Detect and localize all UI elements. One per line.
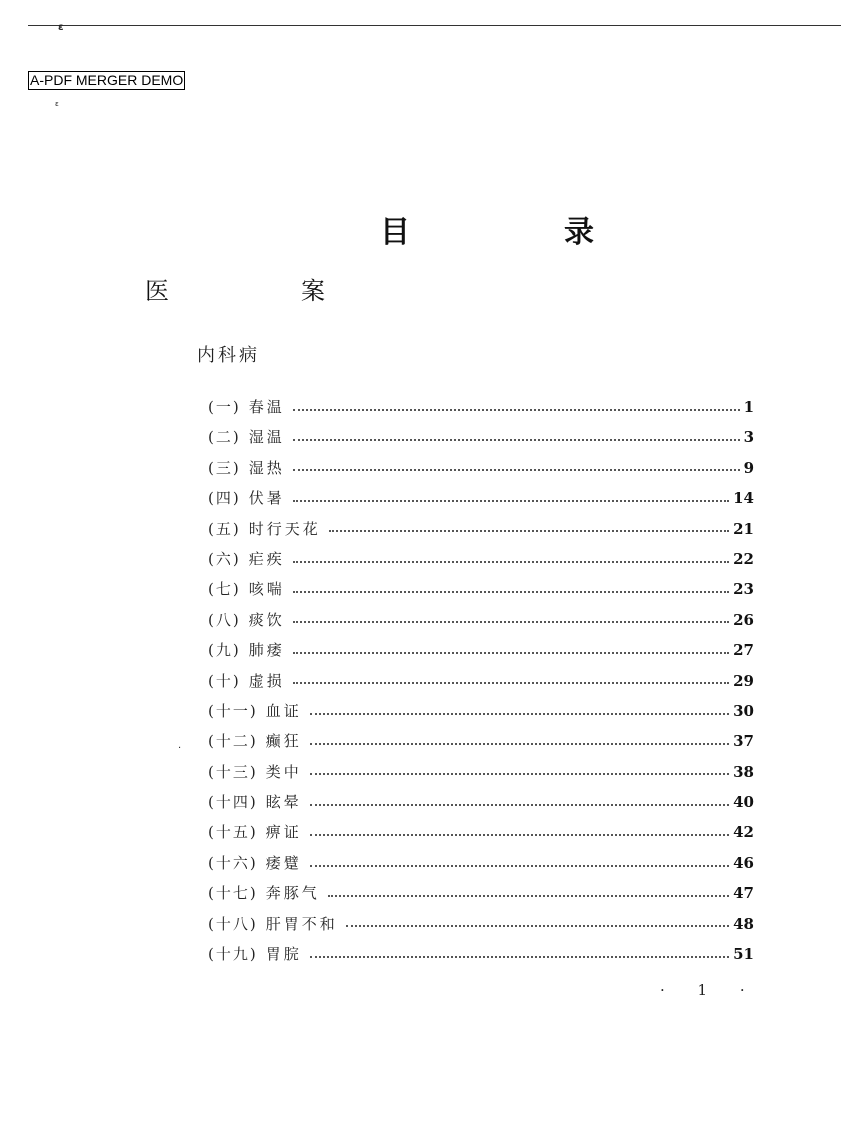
dot-leader xyxy=(310,833,729,836)
dot-leader xyxy=(293,590,729,593)
dot-leader xyxy=(293,681,729,684)
toc-entry-title: 肝胃不和 xyxy=(265,914,338,933)
dot-leader xyxy=(310,864,729,867)
toc-entry[interactable] xyxy=(208,635,754,665)
toc-entry-number: (三) xyxy=(208,458,241,477)
toc-entry-title: 肺痿 xyxy=(248,641,285,660)
toc-entry-title: 伏暑 xyxy=(248,489,285,508)
toc-entry-number: (十一) xyxy=(208,701,258,720)
toc-entry-page: 42 xyxy=(733,823,754,842)
page-number: · 1 · xyxy=(660,981,759,999)
dot-leader xyxy=(329,529,729,532)
toc-entry-title: 类中 xyxy=(265,762,302,781)
dot-leader xyxy=(293,499,729,502)
dot-leader xyxy=(346,924,729,927)
toc-entry-page: 40 xyxy=(733,793,754,812)
toc-entry-number: (十四) xyxy=(208,793,258,812)
dot-leader xyxy=(310,955,729,958)
toc-entry[interactable] xyxy=(208,696,754,726)
category-heading: 内科病 xyxy=(197,345,260,366)
dot-leader xyxy=(293,620,729,623)
page-title: 目 录 xyxy=(380,215,656,250)
toc-entry-page: 38 xyxy=(733,762,754,781)
toc-entry[interactable] xyxy=(208,757,754,787)
toc-entry-page: 23 xyxy=(733,580,754,599)
dot-leader xyxy=(293,651,729,654)
toc-entry[interactable] xyxy=(208,939,754,969)
toc-entry-page: 3 xyxy=(743,428,754,447)
toc-entry-page: 29 xyxy=(733,671,754,690)
toc-entry[interactable] xyxy=(208,817,754,847)
toc-entry-title: 痰饮 xyxy=(248,610,285,629)
toc-entry-number: (七) xyxy=(208,580,241,599)
dot-leader xyxy=(310,742,729,745)
toc-entry-number: (十三) xyxy=(208,762,258,781)
dot-leader xyxy=(310,803,729,806)
toc-entry-number: (四) xyxy=(208,489,241,508)
toc-entry-number: (十八) xyxy=(208,914,258,933)
toc-entry-number: (二) xyxy=(208,428,241,447)
toc-entry-title: 胃脘 xyxy=(265,945,302,964)
toc-entry-number: (十九) xyxy=(208,945,258,964)
toc-entry-page: 51 xyxy=(733,945,754,964)
toc-entry[interactable] xyxy=(208,848,754,878)
toc-entry-title: 咳喘 xyxy=(248,580,285,599)
dot-leader xyxy=(293,560,729,563)
scan-speck: ɛ xyxy=(55,100,59,108)
toc-entry-title: 湿温 xyxy=(248,428,285,447)
toc-entry[interactable] xyxy=(208,544,754,574)
toc-entry[interactable] xyxy=(208,574,754,604)
dot-leader xyxy=(310,772,729,775)
toc-entry[interactable] xyxy=(208,483,754,513)
toc-entry-title: 时行天花 xyxy=(248,519,321,538)
toc-entry[interactable] xyxy=(208,666,754,696)
toc-entry-title: 湿热 xyxy=(248,458,285,477)
dot-leader xyxy=(328,894,729,897)
toc-entry-page: 37 xyxy=(733,732,754,751)
toc-entry-page: 47 xyxy=(733,884,754,903)
header-rule xyxy=(28,25,841,26)
toc-entry-page: 14 xyxy=(733,489,754,508)
dot-leader xyxy=(293,408,740,411)
toc-entry-page: 21 xyxy=(733,519,754,538)
toc-entry-title: 癫狂 xyxy=(265,732,302,751)
toc-entry-title: 痹证 xyxy=(265,823,302,842)
toc-entry[interactable] xyxy=(208,726,754,756)
dot-leader xyxy=(310,712,729,715)
dot-leader xyxy=(293,438,740,441)
toc-entry-number: (十) xyxy=(208,671,241,690)
toc-entry-page: 48 xyxy=(733,914,754,933)
table-of-contents xyxy=(208,392,754,969)
toc-entry-number: (八) xyxy=(208,610,241,629)
toc-entry-page: 46 xyxy=(733,853,754,872)
toc-entry-number: (十五) xyxy=(208,823,258,842)
toc-entry[interactable] xyxy=(208,787,754,817)
toc-entry-page: 30 xyxy=(733,701,754,720)
toc-entry-page: 1 xyxy=(743,398,754,416)
toc-entry-number: (十二) xyxy=(208,732,258,751)
toc-entry-title: 春温 xyxy=(248,398,285,416)
toc-entry[interactable] xyxy=(208,514,754,544)
toc-entry-page: 26 xyxy=(733,610,754,629)
toc-entry-number: (九) xyxy=(208,641,241,660)
toc-entry[interactable] xyxy=(208,878,754,908)
toc-entry-title: 疟疾 xyxy=(248,549,285,568)
toc-entry-title: 痿躄 xyxy=(265,853,302,872)
toc-entry-number: (五) xyxy=(208,519,241,538)
toc-entry[interactable] xyxy=(208,605,754,635)
dot-leader xyxy=(293,468,740,471)
toc-entry-page: 22 xyxy=(733,549,754,568)
watermark-banner: A-PDF MERGER DEMO xyxy=(30,72,184,88)
toc-entry-title: 奔豚气 xyxy=(265,884,320,903)
toc-entry-page: 27 xyxy=(733,641,754,660)
toc-entry[interactable] xyxy=(208,392,754,422)
toc-entry-title: 血证 xyxy=(265,701,302,720)
toc-entry-number: (十六) xyxy=(208,853,258,872)
toc-entry-number: (十七) xyxy=(208,884,258,903)
toc-entry[interactable] xyxy=(208,909,754,939)
toc-entry[interactable] xyxy=(208,422,754,452)
toc-entry-number: (六) xyxy=(208,549,241,568)
toc-entry-number: (一) xyxy=(208,398,241,416)
toc-entry[interactable] xyxy=(208,453,754,483)
scan-speck: ɛ xyxy=(58,22,64,33)
scan-speck: . xyxy=(178,740,182,751)
section-title: 医 案 xyxy=(145,277,379,305)
toc-entry-title: 虚损 xyxy=(248,671,285,690)
toc-entry-title: 眩晕 xyxy=(265,793,302,812)
toc-entry-page: 9 xyxy=(743,458,754,477)
